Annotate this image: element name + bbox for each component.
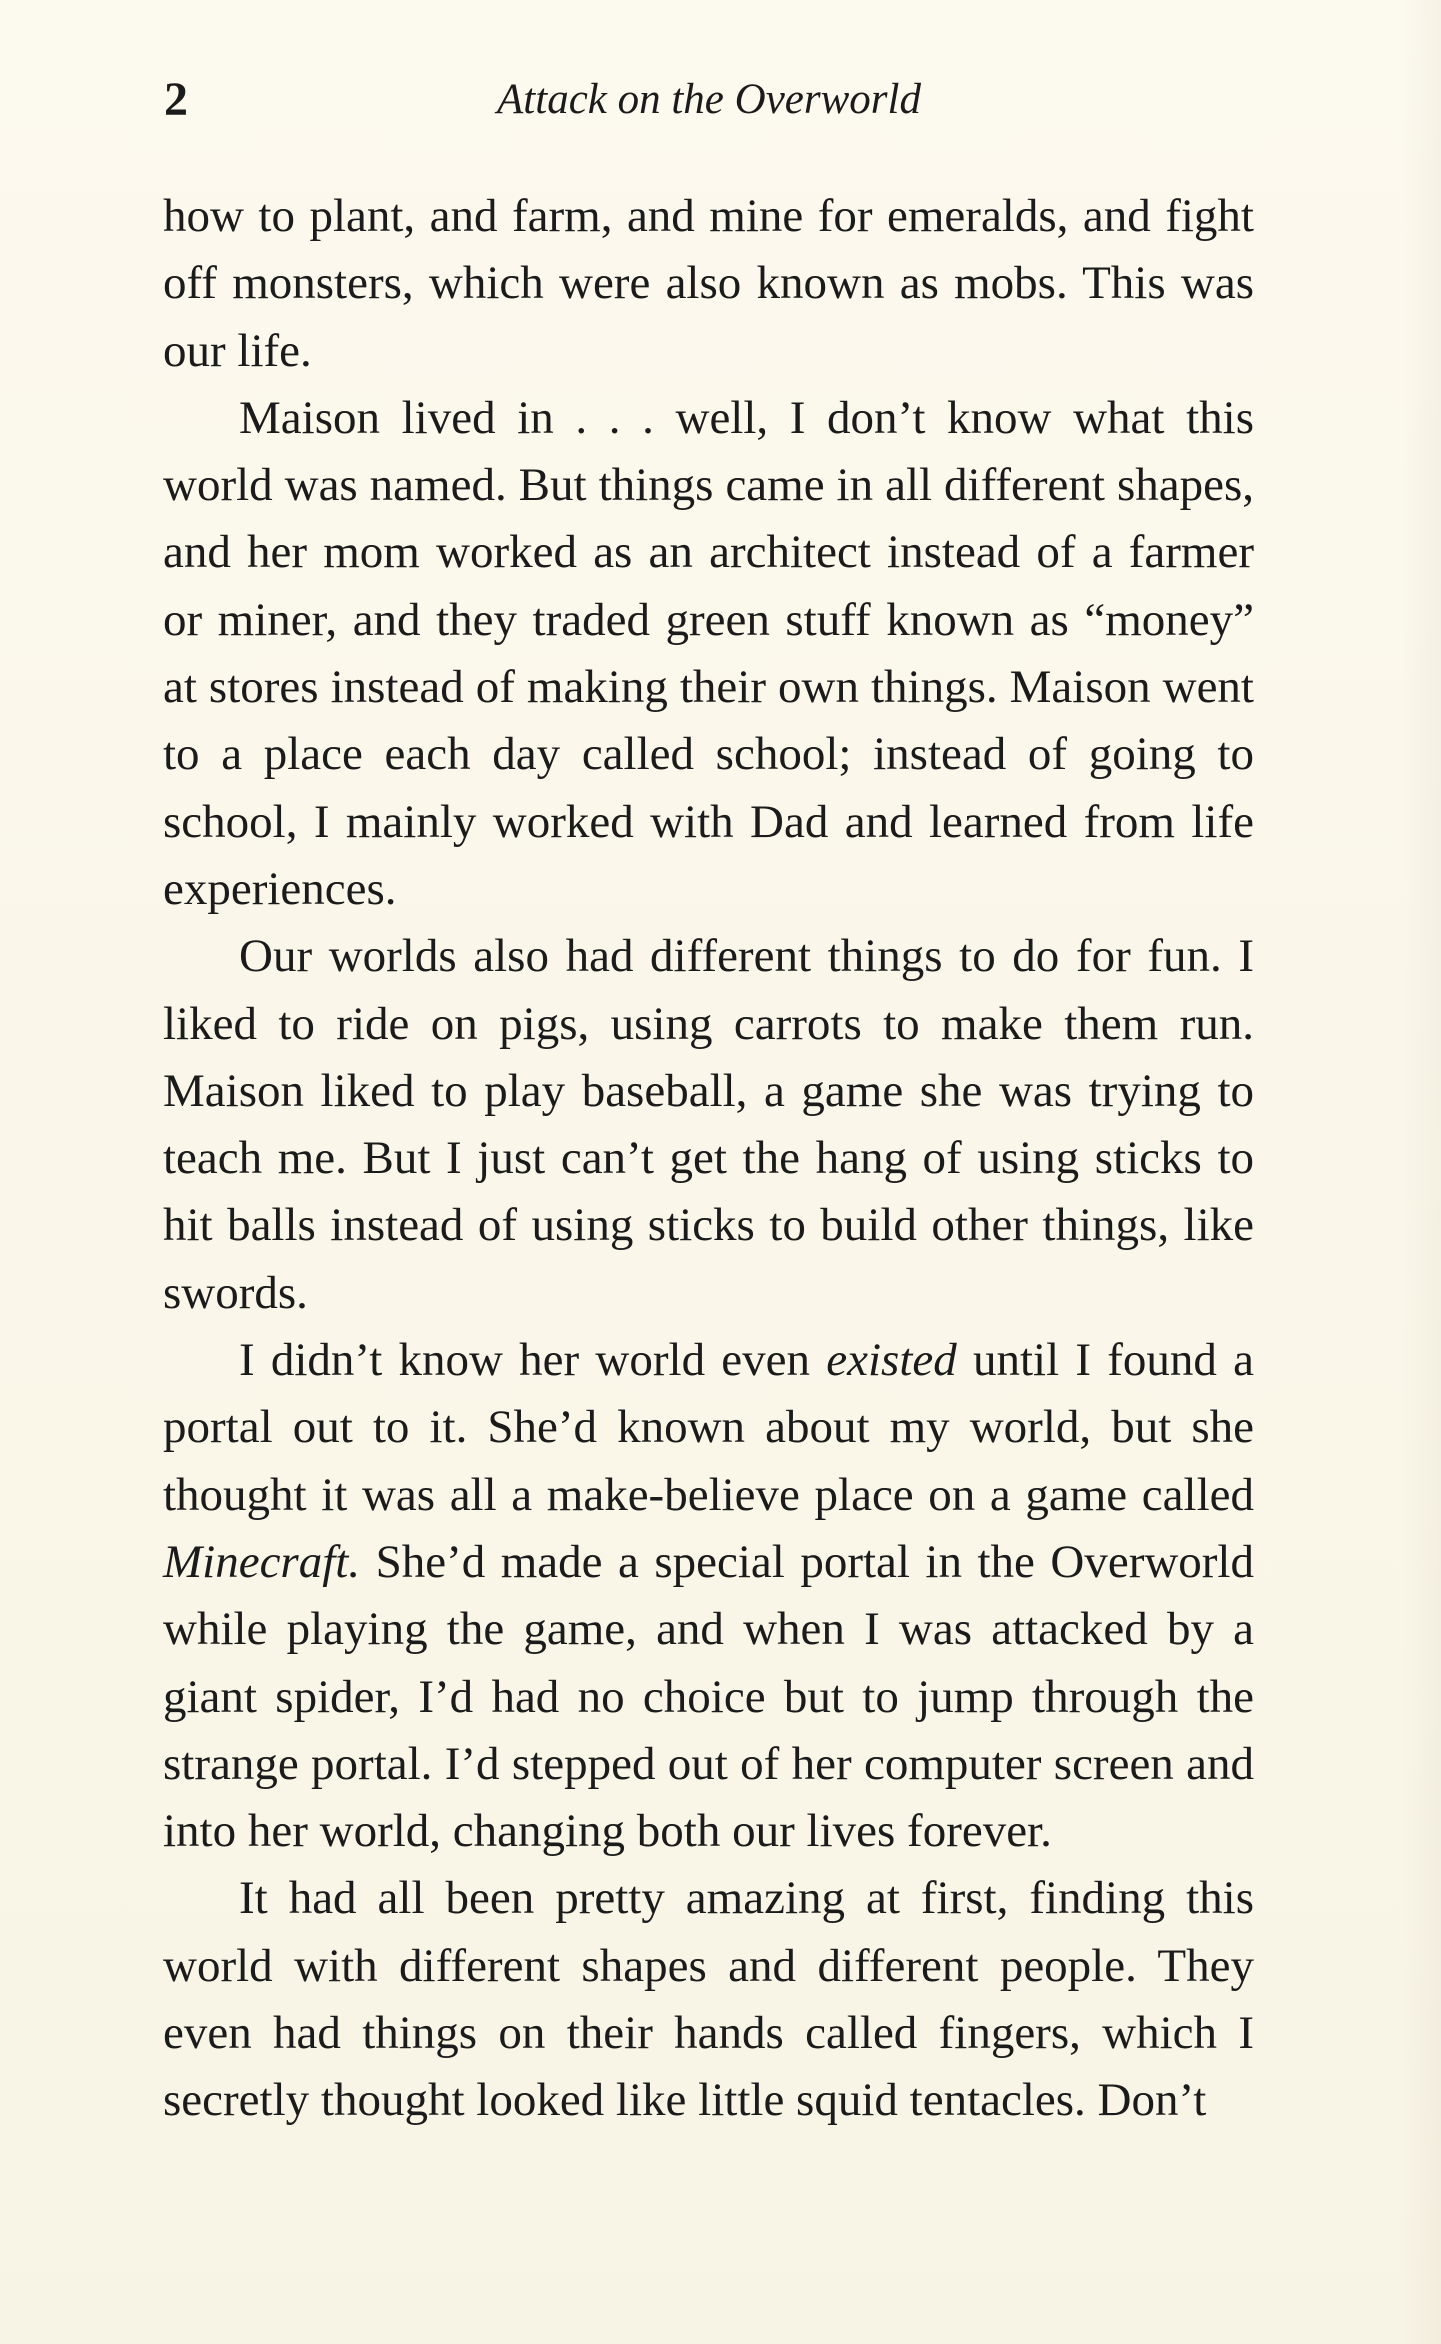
paragraph-4-part-2: until I found a portal out to it. She’d known about my world, but she thought it was all a make-believe place on a game called: [163, 1334, 1254, 1521]
paragraph-3: Our worlds also had different things to do for fun. I liked to ride on pigs, using carrots to make them run. Maison liked to play baseball, a game she was trying to teach me. But I just can’t get the hang of using sticks to hit balls instead of using sticks to build other things, like swords.: [163, 930, 1254, 1319]
page-number: 2: [164, 73, 189, 126]
page-header: [164, 70, 1254, 130]
paragraph-4: [163, 1327, 1254, 1865]
paragraph-4-part-1: I didn’t know her world even: [239, 1334, 827, 1387]
page-edge-shade: [1401, 0, 1441, 2344]
body-text: [163, 183, 1254, 2135]
paragraph-4-part-3: She’d made a special portal in the Overworld while playing the game, and when I was attacked by a giant spider, I’d had no choice but to jump through the strange portal. I’d stepped out of her computer screen and into her world, changing both our lives forever.: [163, 1535, 1254, 1858]
paragraph-2: Maison lived in . . . well, I don’t know what this world was named. But things came in all different shapes, and her mom worked as an architect instead of a farmer or miner, and they traded green stuff known as “money” at stores instead of making their own things. Maison went to a place each day called school; instead of going to school, I mainly worked with Dad and learned from life experiences.: [163, 391, 1254, 915]
emphasis-minecraft: Minecraft.: [163, 1535, 361, 1588]
paragraph-5: It had all been pretty amazing at first, finding this world with different shapes and different people. They even had things on their hands called fingers, which I secretly thought looked like little squid tentacles. Don’t: [163, 1872, 1254, 2127]
paragraph-1: how to plant, and farm, and mine for emeralds, and fight off monsters, which were also known as mobs. This was our life.: [163, 190, 1254, 377]
emphasis-existed: existed: [826, 1334, 957, 1387]
running-title: Attack on the Overworld: [497, 76, 921, 123]
